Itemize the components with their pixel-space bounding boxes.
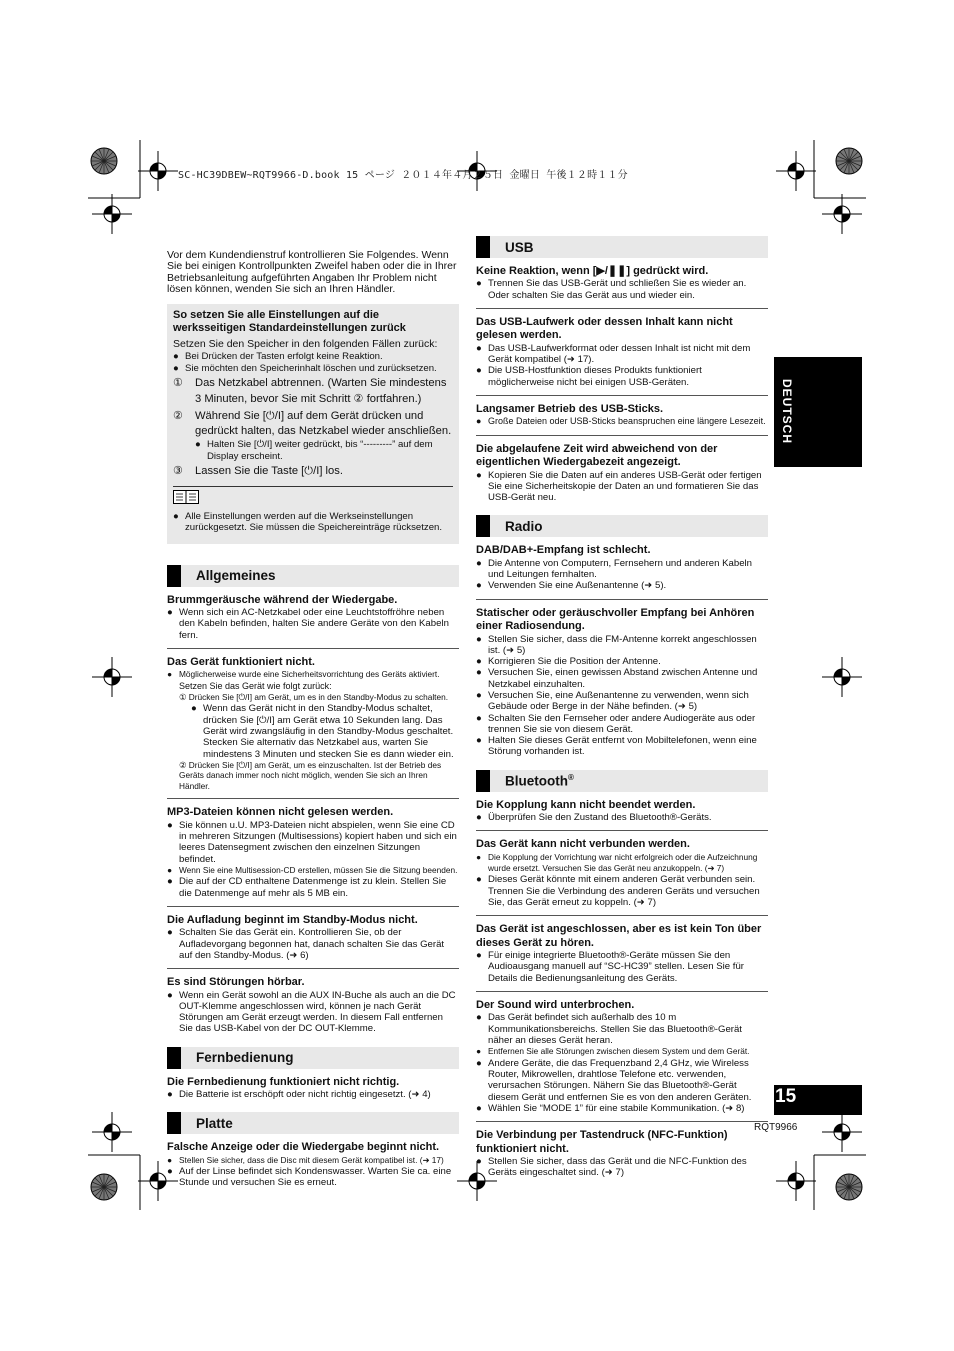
reset-title: So setzen Sie alle Einstellungen auf die werksseitigen Standardeinstellungen zurück (173, 309, 406, 335)
entry: Die abgelaufene Zeit wird abweichend von der eigentlichen Wiedergabezeit angezeigt. ● Kopieren Sie die Daten auf ein anderes USB-Gerät oder fertigen Sie eine Sicherheitskopie der Daten an und formatieren Sie das USB-Gerät neu. (476, 442, 762, 504)
book-icon (173, 490, 199, 504)
section-bluetooth: Bluetooth® (476, 770, 768, 792)
entry: Keine Reaktion, wenn [▶/❚❚] gedrückt wird. ● Trennen Sie das USB-Gerät und schließen Sie es wieder an. Oder schalten Sie das Gerät aus und wieder ein. (476, 265, 747, 301)
section-usb: USB (476, 236, 768, 258)
entry: Das Gerät funktioniert nicht. ● Möglicherweise wurde eine Sicherheitsvorrichtung des Geräts aktiviert. Setzen Sie das Gerät wie folgt zurück: ① Drücken Sie [⏻/I] am Gerät, um es in den Standby-Modus zu schalten. ● Wenn das Gerät nicht in den Standby-Modus schaltet, drücken Sie [⏻/I] am Gerät etwa 10 Sekunden lang. Das Gerät wird zwangsläufig in den Standby-Modus geschaltet. Stecken Sie alternativ das Netzkabel aus, warten Sie mindestens 3 Minuten und stecken Sie es dann wieder ein. ② Drücken Sie [⏻/I] am Gerät, um es einzuschalten. Ist der Betrieb des Geräts danach immer noch nicht möglich, wenden Sie sich an Ihren Händler. (167, 656, 454, 791)
page-number: 15 (775, 1086, 797, 1107)
entry: Die Verbindung per Tastendruck (NFC-Funktion) funktioniert nicht. ● Stellen Sie sicher, dass das Gerät und die NFC-Funktion des Geräts eingeschaltet sind. (➜ 7) (476, 1129, 747, 1179)
entry: Das Gerät ist angeschlossen, aber es ist kein Ton über dieses Gerät zu hören. ● Für einige integrierte Bluetooth®-Geräte müssen Sie den Audioausgang manuell auf “SC-HC39” stellen. Lesen Sie für Details die Bedienungsanleitung des Geräts. (476, 923, 762, 984)
section-allgemeines: Allgemeines (167, 565, 459, 587)
reset-box (167, 304, 459, 544)
reset-step-3: ③ Lassen Sie die Taste [⏻/I] los. (173, 465, 343, 478)
entry: MP3-Dateien können nicht gelesen werden. ● Sie können u.U. MP3-Dateien nicht abspielen, wenn Sie eine CD in mehreren Sitzungen (Multisessions) kopiert haben und sich ein leeres Datensegment zwischen den einzelnen Sitzungen befindet. ● Wenn Sie eine Multisession-CD erstellen, müssen Sie die Sitzung beenden. ● Die auf der CD enthaltene Datenmenge ist zu klein. Stellen Sie die Datenmenge auf mehr als 5 MB ein. (167, 806, 458, 899)
right-column (476, 236, 768, 1186)
reset-step-2-note: ● Halten Sie [⏻/I] weiter gedrückt, bis “---------” auf dem Display erscheint. (195, 439, 433, 462)
left-column (167, 250, 459, 1196)
entry: Das USB-Laufwerk oder dessen Inhalt kann nicht gelesen werden. ● Das USB-Laufwerkformat oder dessen Inhalt ist nicht mit dem Gerät kompatibel (➜ 17). ● Die USB-Hostfunktion dieses Produkts funktioniert möglicherweise nicht bei einigen USB-Geräten. (476, 316, 751, 388)
entry: Brummgeräusche während der Wiedergabe. ● Wenn sich ein AC-Netzkabel oder eine Leuchtstoffröhre neben den Kabeln befinden, halten Sie andere Geräte von den Kabeln fern. (167, 593, 449, 641)
list-item: ● Sie möchten den Speicherinhalt löschen und zurücksetzen. (173, 362, 437, 374)
reset-step-1: ① Das Netzkabel abtrennen. (Warten Sie mindestens 3 Minuten, bevor Sie mit Schritt ② fortfahren.) (173, 377, 447, 405)
reset-step-2: ② Während Sie [⏻/I] auf dem Gerät drücken und gedrückt halten, das Netzkabel wieder anschließen. (173, 409, 452, 437)
entry: Falsche Anzeige oder die Wiedergabe beginnt nicht. ● Stellen Sie sicher, dass die Disc mit diesem Gerät kompatibel ist. (➜ 17) ● Auf der Linse befindet sich Kondenswasser. Warten Sie ca. eine Stunde und versuchen Sie es erneut. (167, 1141, 452, 1189)
reset-intro: Setzen Sie den Speicher in den folgenden Fällen zurück: (173, 338, 438, 351)
model-code: RQT9966 (754, 1122, 798, 1133)
entry: Es sind Störungen hörbar. ● Wenn ein Gerät sowohl an die AUX IN-Buche als auch an die DC OUT-Klemme angeschlossen wird, können je nach Gerät Störungen am Gerät erzeugt werden. In diesem Fall entfernen Sie das USB-Kabel von der DC OUT-Klemme. (167, 976, 456, 1035)
entry: Das Gerät kann nicht verbunden werden. ● Die Kopplung der Vorrichtung war nicht erfolgreich oder die Aufzeichnung wurde ersetzt. Versuchen Sie das Gerät neu anzukoppeln. (➜ 7) ● Dieses Gerät könnte mit einem anderen Gerät verbunden sein. Trennen Sie die Verbindung des anderen Geräts und versuchen Sie, das Gerät erneut zu koppeln. (➜ 7) (476, 838, 760, 909)
entry: Langsamer Betrieb des USB-Sticks. ● Große Dateien oder USB-Sticks beanspruchen eine längere Lesezeit. (476, 403, 766, 427)
intro-text: Vor dem Kundendienstruf kontrollieren Sie Folgendes. Wenn Sie bei einigen Kontrollpunkten Zweifel haben oder die in Ihrer Betriebsanleitung aufgeführten Angaben Ihr Problem nicht lösen können, wenden Sie sich an Ihren Händler. (167, 249, 457, 295)
entry: DAB/DAB+-Empfang ist schlecht. ● Die Antenne von Computern, Fernsehern und anderen Kabeln und Leitungen fernhalten. ● Verwenden Sie eine Außenantenne (➜ 5). (476, 544, 753, 592)
note-divider (173, 486, 453, 534)
entry: Der Sound wird unterbrochen. ● Das Gerät befindet sich außerhalb des 10 m Kommunikationsbereichs. Stellen Sie das Bluetooth®-Gerät näher an dieses Gerät heran. ● Entfernen Sie alle Störungen zwischen diesem System und dem Gerät. ● Andere Geräte, die das Frequenzband 2,4 GHz, wie Wireless Router, Mikrowellen, drahtlose Telefone etc. verwenden, verursachen Störungen. Nähern Sie das Bluetooth®-Gerät diesem Gerät und entfernen Sie es von den anderen Geräten. ● Wählen Sie “MODE 1” für eine stabile Kommunikation. (➜ 8) (476, 999, 752, 1114)
entry: Die Aufladung beginnt im Standby-Modus nicht. ● Schalten Sie das Gerät ein. Kontrollieren Sie, ob der Aufladevorgang begonnen hat, danach schalten Sie das Gerät auf den Standby-Modus. (➜ 6) (167, 913, 445, 961)
entry: Statischer oder geräuschvoller Empfang bei Anhören einer Radiosendung. ● Stellen Sie sicher, dass die FM-Antenne korrekt angeschlossen ist. (➜ 5) ● Korrigieren Sie die Position der Antenne. ● Versuchen Sie, einen gewissen Abstand zwischen Antenne und Netzkabel einzuhalten. ● Versuchen Sie, eine Außenantenne zu verwenden, wenn sich Gebäude oder Berge in der Nähe befinden. (➜ 5) ● Schalten Sie den Fernseher oder andere Audiogeräte aus oder trennen Sie sie von diesem Gerät. ● Halten Sie dieses Gerät entfernt von Mobiltelefonen, wenn eine Störung vorhanden ist. (476, 606, 758, 758)
print-header-line: SC-HC39DBEW~RQT9966-D.book 15 ページ ２０１４年４月２５日 金曜日 午後１２時１１分 (178, 170, 628, 181)
reset-note: ● Alle Einstellungen werden auf die Werkseinstellungen zurückgesetzt. Sie müssen die Speichereinträge rücksetzen. (173, 510, 443, 534)
section-fernbedienung: Fernbedienung (167, 1047, 459, 1069)
section-radio: Radio (476, 515, 768, 537)
entry: Die Kopplung kann nicht beendet werden. ● Überprüfen Sie den Zustand des Bluetooth®-Geräts. (476, 798, 712, 824)
entry: Die Fernbedienung funktioniert nicht richtig. ● Die Batterie ist erschöpft oder nicht richtig eingesetzt. (➜ 4) (167, 1075, 431, 1101)
language-tab-label: DEUTSCH (780, 379, 794, 445)
list-item: ● Bei Drücken der Tasten erfolgt keine Reaktion. (173, 351, 383, 363)
section-platte: Platte (167, 1112, 459, 1134)
